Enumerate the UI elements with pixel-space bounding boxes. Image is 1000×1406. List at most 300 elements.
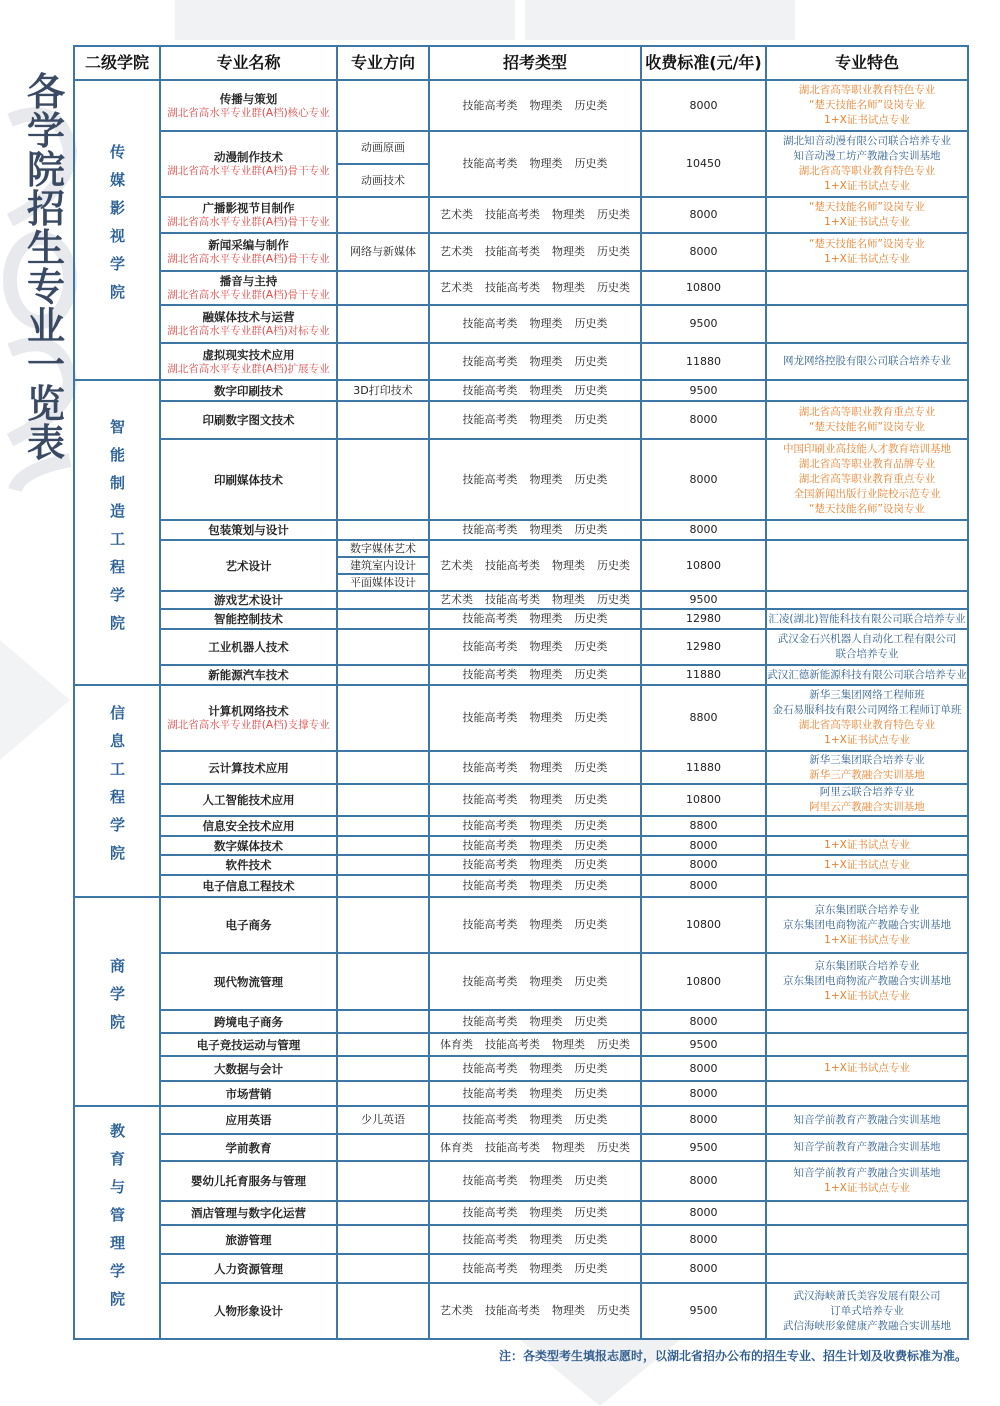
fee-cell: 12980 bbox=[641, 629, 766, 665]
feature-item: 新华三集团网络工程师班 bbox=[809, 689, 925, 701]
exam-type: 技能高考类 bbox=[485, 1037, 540, 1051]
feature-item: 湖北省高等职业教育特色专业 bbox=[798, 719, 936, 731]
feature-item: “楚天技能名师”设岗专业 bbox=[809, 99, 925, 111]
table-row bbox=[74, 953, 968, 1010]
table-body bbox=[74, 80, 968, 1339]
exam-type-cell bbox=[429, 1283, 641, 1339]
table-row bbox=[74, 233, 968, 271]
exam-type: 技能高考类 bbox=[462, 317, 518, 330]
direction-item: 平面媒体设计 bbox=[350, 575, 416, 589]
table-row bbox=[74, 520, 968, 540]
feature-cell bbox=[766, 953, 968, 1010]
major-cell bbox=[160, 1106, 337, 1134]
major-name: 市场营销 bbox=[225, 1086, 272, 1101]
exam-type: 艺术类 bbox=[440, 558, 473, 572]
exam-type: 历史类 bbox=[597, 1140, 630, 1154]
exam-type-cell bbox=[429, 540, 641, 591]
feature-item: 知音学前教育产教融合实训基地 bbox=[793, 1167, 941, 1179]
exam-type: 技能高考类 bbox=[485, 558, 540, 572]
feature-cell bbox=[766, 1134, 968, 1161]
direction-cell bbox=[337, 1056, 429, 1081]
exam-type: 历史类 bbox=[574, 640, 608, 653]
exam-type: 历史类 bbox=[597, 281, 630, 294]
feature-item: 武汉海峡萧氏美容发展有限公司 bbox=[793, 1289, 941, 1302]
feature-item: 阿里云产教融合实训基地 bbox=[809, 801, 925, 813]
major-name: 软件技术 bbox=[225, 858, 272, 872]
fee-cell: 8800 bbox=[641, 816, 766, 836]
exam-type-cell bbox=[429, 751, 641, 784]
exam-type: 历史类 bbox=[597, 558, 630, 572]
exam-type: 历史类 bbox=[574, 1014, 608, 1028]
exam-type: 艺术类 bbox=[440, 245, 473, 258]
exam-type: 艺术类 bbox=[440, 593, 473, 606]
direction-cell bbox=[337, 1201, 429, 1225]
exam-type: 物理类 bbox=[529, 974, 563, 988]
exam-type: 物理类 bbox=[529, 1232, 563, 1246]
feature-item: 1+X证书试点专业 bbox=[824, 990, 910, 1002]
exam-type: 艺术类 bbox=[440, 281, 473, 294]
feature-cell bbox=[766, 784, 968, 816]
exam-type-cell bbox=[429, 343, 641, 380]
exam-type: 历史类 bbox=[597, 245, 630, 258]
feature-item: 新华三集团联合培养专业 bbox=[809, 753, 925, 766]
major-group-note: 湖北省高水平专业群(A档)骨干专业 bbox=[167, 165, 330, 177]
exam-type-cell bbox=[429, 816, 641, 836]
exam-type: 历史类 bbox=[574, 760, 608, 774]
feature-cell bbox=[766, 343, 968, 380]
major-name: 数字媒体技术 bbox=[214, 838, 283, 853]
exam-type-cell bbox=[429, 1081, 641, 1106]
feature-cell bbox=[766, 665, 968, 685]
exam-type: 历史类 bbox=[574, 838, 608, 852]
direction-item: 少儿英语 bbox=[361, 1113, 405, 1126]
exam-type: 历史类 bbox=[574, 711, 608, 724]
exam-type: 历史类 bbox=[574, 523, 608, 536]
major-name: 计算机网络技术 bbox=[208, 704, 289, 718]
table-row bbox=[74, 1033, 968, 1056]
exam-type: 物理类 bbox=[529, 98, 563, 112]
exam-type: 物理类 bbox=[552, 558, 585, 572]
exam-type-cell bbox=[429, 875, 641, 897]
major-cell bbox=[160, 401, 337, 439]
exam-type: 技能高考类 bbox=[462, 668, 518, 681]
feature-item: 武信海峡形象健康产教融合实训基地 bbox=[783, 1319, 951, 1332]
exam-type: 物理类 bbox=[552, 281, 585, 294]
exam-type: 技能高考类 bbox=[485, 1304, 540, 1317]
fee-cell: 9500 bbox=[641, 591, 766, 609]
fee-cell: 9500 bbox=[641, 1134, 766, 1161]
table-row bbox=[74, 540, 968, 591]
major-cell bbox=[160, 380, 337, 401]
major-cell bbox=[160, 271, 337, 305]
exam-type: 技能高考类 bbox=[462, 1113, 518, 1126]
exam-type: 技能高考类 bbox=[462, 1174, 518, 1187]
exam-type: 物理类 bbox=[529, 523, 563, 536]
feature-cell bbox=[766, 1254, 968, 1283]
major-group-note: 湖北省高水平专业群(A档)核心专业 bbox=[167, 106, 330, 119]
exam-type: 物理类 bbox=[529, 918, 563, 931]
table-row bbox=[74, 1134, 968, 1161]
exam-type-cell bbox=[429, 439, 641, 520]
direction-cell bbox=[337, 665, 429, 685]
direction-cell bbox=[337, 520, 429, 540]
feature-item: 1+X证书试点专业 bbox=[824, 839, 910, 851]
table-row bbox=[74, 836, 968, 855]
feature-cell bbox=[766, 897, 968, 953]
exam-type: 历史类 bbox=[574, 317, 608, 330]
fee-cell: 8000 bbox=[641, 197, 766, 233]
college-name-cell bbox=[74, 685, 160, 897]
exam-type: 物理类 bbox=[529, 1174, 563, 1187]
exam-type: 物理类 bbox=[529, 383, 563, 397]
exam-type: 物理类 bbox=[529, 1206, 563, 1219]
exam-type: 体育类 bbox=[440, 1037, 473, 1051]
exam-type: 技能高考类 bbox=[485, 593, 540, 606]
exam-type: 技能高考类 bbox=[462, 838, 518, 852]
exam-type: 体育类 bbox=[440, 1140, 473, 1154]
major-name: 酒店管理与数字化运营 bbox=[191, 1206, 306, 1220]
header-type: 招考类型 bbox=[429, 46, 641, 80]
feature-cell bbox=[766, 855, 968, 875]
exam-type: 技能高考类 bbox=[462, 354, 518, 368]
fee-cell: 8000 bbox=[641, 233, 766, 271]
fee-cell: 8000 bbox=[641, 1161, 766, 1201]
table-row bbox=[74, 305, 968, 343]
major-name: 人物形象设计 bbox=[214, 1304, 283, 1318]
exam-type-cell bbox=[429, 897, 641, 953]
major-cell bbox=[160, 784, 337, 816]
exam-type: 技能高考类 bbox=[462, 918, 518, 931]
exam-type: 历史类 bbox=[574, 879, 608, 892]
major-cell bbox=[160, 1225, 337, 1254]
exam-type-cell bbox=[429, 685, 641, 751]
feature-cell bbox=[766, 1225, 968, 1254]
college-name-cell bbox=[74, 80, 160, 380]
feature-item: 1+X证书试点专业 bbox=[824, 114, 910, 126]
feature-item: 京东集团电商物流产教融合实训基地 bbox=[783, 918, 951, 931]
feature-item: 湖北省高等职业教育品牌专业 bbox=[798, 458, 936, 470]
major-cell bbox=[160, 836, 337, 855]
major-cell bbox=[160, 629, 337, 665]
feature-item: 京东集团联合培养专业 bbox=[814, 903, 920, 916]
feature-item: 京东集团联合培养专业 bbox=[814, 960, 920, 972]
feature-cell bbox=[766, 1033, 968, 1056]
exam-type: 物理类 bbox=[529, 879, 563, 892]
direction-cell bbox=[337, 1283, 429, 1339]
major-name: 云计算技术应用 bbox=[208, 760, 289, 775]
direction-cell bbox=[337, 439, 429, 520]
feature-item: 汇凌(湖北)智能科技有限公司联合培养专业 bbox=[768, 612, 966, 625]
exam-type: 技能高考类 bbox=[462, 383, 518, 397]
exam-type: 物理类 bbox=[529, 1061, 563, 1075]
feature-item: 1+X证书试点专业 bbox=[824, 734, 910, 746]
exam-type-cell bbox=[429, 1134, 641, 1161]
major-cell bbox=[160, 439, 337, 520]
exam-type-cell bbox=[429, 784, 641, 816]
feature-item: 全国新闻出版行业院校示范专业 bbox=[793, 488, 941, 500]
feature-item: “楚天技能名师”设岗专业 bbox=[809, 201, 925, 213]
feature-item: 联合培养专业 bbox=[835, 648, 899, 660]
table-row bbox=[74, 1056, 968, 1081]
exam-type: 物理类 bbox=[529, 472, 563, 486]
exam-type: 物理类 bbox=[529, 668, 563, 681]
footnote: 注：各类型考生填报志愿时，以湖北省招办公布的招生专业、招生计划及收费标准为准。 bbox=[498, 1349, 967, 1363]
major-cell bbox=[160, 855, 337, 875]
feature-item: 1+X证书试点专业 bbox=[824, 858, 910, 871]
table-row bbox=[74, 1225, 968, 1254]
direction-cell bbox=[337, 953, 429, 1010]
major-name: 数字印刷技术 bbox=[214, 383, 283, 398]
table-row bbox=[74, 80, 968, 131]
direction-cell bbox=[337, 1033, 429, 1056]
background-shape bbox=[0, 640, 70, 760]
exam-type-cell bbox=[429, 609, 641, 629]
fee-cell: 8000 bbox=[641, 1010, 766, 1033]
direction-cell bbox=[337, 1225, 429, 1254]
feature-item: 武汉汇德新能源科技有限公司联合培养专业 bbox=[767, 668, 967, 681]
major-name: 跨境电子商务 bbox=[214, 1014, 283, 1029]
major-cell bbox=[160, 131, 337, 197]
fee-cell: 8000 bbox=[641, 520, 766, 540]
major-cell bbox=[160, 1010, 337, 1033]
major-name: 信息安全技术应用 bbox=[202, 819, 295, 833]
fee-cell: 11880 bbox=[641, 751, 766, 784]
feature-cell bbox=[766, 80, 968, 131]
direction-cell bbox=[337, 875, 429, 897]
exam-type: 技能高考类 bbox=[462, 760, 518, 774]
major-name: 电子商务 bbox=[225, 918, 272, 932]
exam-type: 历史类 bbox=[574, 157, 608, 170]
exam-type: 技能高考类 bbox=[485, 281, 540, 294]
exam-type: 物理类 bbox=[552, 208, 585, 221]
major-name: 人工智能技术应用 bbox=[202, 793, 295, 807]
exam-type: 历史类 bbox=[597, 593, 630, 606]
exam-type: 历史类 bbox=[574, 472, 608, 486]
college-name: 信息工程学院 bbox=[108, 705, 126, 873]
table-row bbox=[74, 197, 968, 233]
exam-type-cell bbox=[429, 836, 641, 855]
exam-type-cell bbox=[429, 401, 641, 439]
direction-cell bbox=[337, 685, 429, 751]
major-name: 广播影视节目制作 bbox=[202, 201, 295, 215]
major-name: 印刷数字图文技术 bbox=[202, 413, 295, 427]
exam-type: 物理类 bbox=[529, 858, 563, 871]
direction-cell bbox=[337, 1081, 429, 1106]
feature-cell bbox=[766, 197, 968, 233]
major-group-note: 湖北省高水平专业群(A档)骨干专业 bbox=[167, 289, 330, 301]
major-cell bbox=[160, 343, 337, 380]
major-name: 虚拟现实技术应用 bbox=[202, 347, 295, 362]
exam-type: 物理类 bbox=[529, 1261, 563, 1275]
exam-type: 历史类 bbox=[597, 208, 630, 221]
exam-type: 技能高考类 bbox=[462, 819, 518, 832]
direction-item: 数字媒体艺术 bbox=[338, 541, 428, 558]
feature-cell bbox=[766, 1201, 968, 1225]
exam-type: 历史类 bbox=[574, 1174, 608, 1187]
feature-cell bbox=[766, 1283, 968, 1339]
feature-cell bbox=[766, 520, 968, 540]
feature-item: 湖北知音动漫有限公司联合培养专业 bbox=[783, 135, 951, 147]
exam-type: 技能高考类 bbox=[462, 1014, 518, 1028]
exam-type: 技能高考类 bbox=[462, 1086, 518, 1100]
major-name: 播音与主持 bbox=[219, 274, 278, 288]
major-cell bbox=[160, 233, 337, 271]
feature-cell bbox=[766, 685, 968, 751]
direction-cell bbox=[337, 1106, 429, 1134]
exam-type-cell bbox=[429, 591, 641, 609]
fee-cell: 10800 bbox=[641, 784, 766, 816]
exam-type: 物理类 bbox=[529, 793, 563, 806]
exam-type: 历史类 bbox=[574, 918, 608, 931]
table-row bbox=[74, 1283, 968, 1339]
table-row bbox=[74, 1081, 968, 1106]
major-cell bbox=[160, 540, 337, 591]
table-row bbox=[74, 665, 968, 685]
fee-cell: 8000 bbox=[641, 855, 766, 875]
feature-cell bbox=[766, 271, 968, 305]
feature-cell bbox=[766, 380, 968, 401]
direction-cell bbox=[337, 401, 429, 439]
exam-type: 历史类 bbox=[574, 819, 608, 832]
fee-cell: 9500 bbox=[641, 1283, 766, 1339]
exam-type-cell bbox=[429, 1254, 641, 1283]
fee-cell: 9500 bbox=[641, 305, 766, 343]
direction-list bbox=[338, 541, 428, 590]
college-name-cell bbox=[74, 897, 160, 1106]
exam-type: 历史类 bbox=[574, 793, 608, 806]
exam-type: 技能高考类 bbox=[462, 858, 518, 871]
exam-type: 技能高考类 bbox=[462, 1261, 518, 1275]
feature-cell bbox=[766, 1056, 968, 1081]
direction-item: 动画原画 bbox=[338, 132, 428, 165]
exam-type: 技能高考类 bbox=[462, 612, 518, 625]
exam-type: 技能高考类 bbox=[462, 157, 518, 170]
feature-item: 1+X证书试点专业 bbox=[824, 180, 910, 192]
feature-item: 湖北省高等职业教育特色专业 bbox=[798, 165, 936, 177]
table-row bbox=[74, 629, 968, 665]
feature-item: 湖北省高等职业教育特色专业 bbox=[798, 84, 936, 96]
exam-type-cell bbox=[429, 1010, 641, 1033]
feature-item: 湖北省高等职业教育重点专业 bbox=[798, 473, 936, 485]
feature-item: 订单式培养专业 bbox=[830, 1304, 904, 1317]
table-row bbox=[74, 1201, 968, 1225]
feature-item: “楚天技能名师”设岗专业 bbox=[809, 421, 925, 433]
table-row bbox=[74, 591, 968, 609]
college-name-cell bbox=[74, 380, 160, 685]
exam-type: 技能高考类 bbox=[462, 793, 518, 806]
background-shape bbox=[525, 0, 795, 40]
fee-cell: 10800 bbox=[641, 897, 766, 953]
major-name: 包装策划与设计 bbox=[208, 523, 289, 537]
major-cell bbox=[160, 897, 337, 953]
exam-type: 历史类 bbox=[574, 1113, 608, 1126]
major-name: 应用英语 bbox=[225, 1113, 272, 1127]
major-name: 动漫制作技术 bbox=[214, 150, 283, 164]
exam-type: 技能高考类 bbox=[462, 472, 518, 486]
feature-item: 1+X证书试点专业 bbox=[824, 1062, 910, 1074]
feature-item: 新华三产教融合实训基地 bbox=[809, 768, 925, 781]
direction-cell bbox=[337, 629, 429, 665]
major-group-note: 湖北省高水平专业群(A档)扩展专业 bbox=[167, 362, 330, 375]
major-group-note: 湖北省高水平专业群(A档)骨干专业 bbox=[167, 216, 330, 228]
table-row bbox=[74, 816, 968, 836]
major-cell bbox=[160, 1134, 337, 1161]
feature-cell bbox=[766, 131, 968, 197]
major-cell bbox=[160, 1033, 337, 1056]
major-group-note: 湖北省高水平专业群(A档)对标专业 bbox=[167, 325, 330, 337]
exam-type-cell bbox=[429, 1033, 641, 1056]
direction-cell bbox=[337, 197, 429, 233]
feature-cell bbox=[766, 591, 968, 609]
exam-type: 历史类 bbox=[574, 1086, 608, 1100]
major-name: 学前教育 bbox=[225, 1140, 272, 1155]
exam-type: 历史类 bbox=[574, 612, 608, 625]
major-cell bbox=[160, 665, 337, 685]
direction-cell bbox=[337, 836, 429, 855]
exam-type-cell bbox=[429, 953, 641, 1010]
direction-cell bbox=[337, 131, 429, 197]
exam-type-cell bbox=[429, 1161, 641, 1201]
table-row bbox=[74, 784, 968, 816]
exam-type: 物理类 bbox=[552, 1304, 585, 1317]
fee-cell: 10800 bbox=[641, 271, 766, 305]
exam-type-cell bbox=[429, 629, 641, 665]
feature-cell bbox=[766, 816, 968, 836]
table-row bbox=[74, 1254, 968, 1283]
exam-type-cell bbox=[429, 665, 641, 685]
major-name: 游戏艺术设计 bbox=[214, 593, 283, 607]
feature-cell bbox=[766, 629, 968, 665]
exam-type-cell bbox=[429, 855, 641, 875]
direction-cell bbox=[337, 80, 429, 131]
header-college: 二级学院 bbox=[74, 46, 160, 80]
exam-type: 历史类 bbox=[574, 1232, 608, 1246]
major-cell bbox=[160, 1254, 337, 1283]
feature-item: 京东集团电商物流产教融合实训基地 bbox=[783, 975, 951, 987]
exam-type: 技能高考类 bbox=[462, 1061, 518, 1075]
direction-cell bbox=[337, 343, 429, 380]
major-cell bbox=[160, 197, 337, 233]
feature-item: 武汉金石兴机器人自动化工程有限公司 bbox=[777, 633, 957, 645]
feature-cell bbox=[766, 1010, 968, 1033]
direction-cell bbox=[337, 380, 429, 401]
direction-cell bbox=[337, 751, 429, 784]
direction-item: 动画技术 bbox=[361, 173, 405, 187]
fee-cell: 8000 bbox=[641, 80, 766, 131]
exam-type: 物理类 bbox=[529, 1014, 563, 1028]
table-row bbox=[74, 401, 968, 439]
exam-type: 历史类 bbox=[574, 1206, 608, 1219]
major-name: 智能控制技术 bbox=[214, 612, 283, 626]
major-cell bbox=[160, 875, 337, 897]
direction-item: 网络与新媒体 bbox=[350, 245, 416, 258]
exam-type: 艺术类 bbox=[440, 1304, 473, 1317]
college-name: 传媒影视学院 bbox=[108, 144, 126, 312]
fee-cell: 10800 bbox=[641, 540, 766, 591]
major-name: 电子信息工程技术 bbox=[202, 879, 295, 893]
feature-item: 知音学前教育产教融合实训基地 bbox=[793, 1113, 941, 1126]
table-row bbox=[74, 897, 968, 953]
fee-cell: 10450 bbox=[641, 131, 766, 197]
exam-type: 技能高考类 bbox=[462, 413, 518, 426]
exam-type: 技能高考类 bbox=[462, 1206, 518, 1219]
major-name: 大数据与会计 bbox=[214, 1061, 283, 1076]
fee-cell: 9500 bbox=[641, 1033, 766, 1056]
header-major: 专业名称 bbox=[160, 46, 337, 80]
feature-cell bbox=[766, 401, 968, 439]
exam-type: 物理类 bbox=[529, 317, 563, 330]
feature-item: 网龙网络控股有限公司联合培养专业 bbox=[783, 355, 951, 367]
